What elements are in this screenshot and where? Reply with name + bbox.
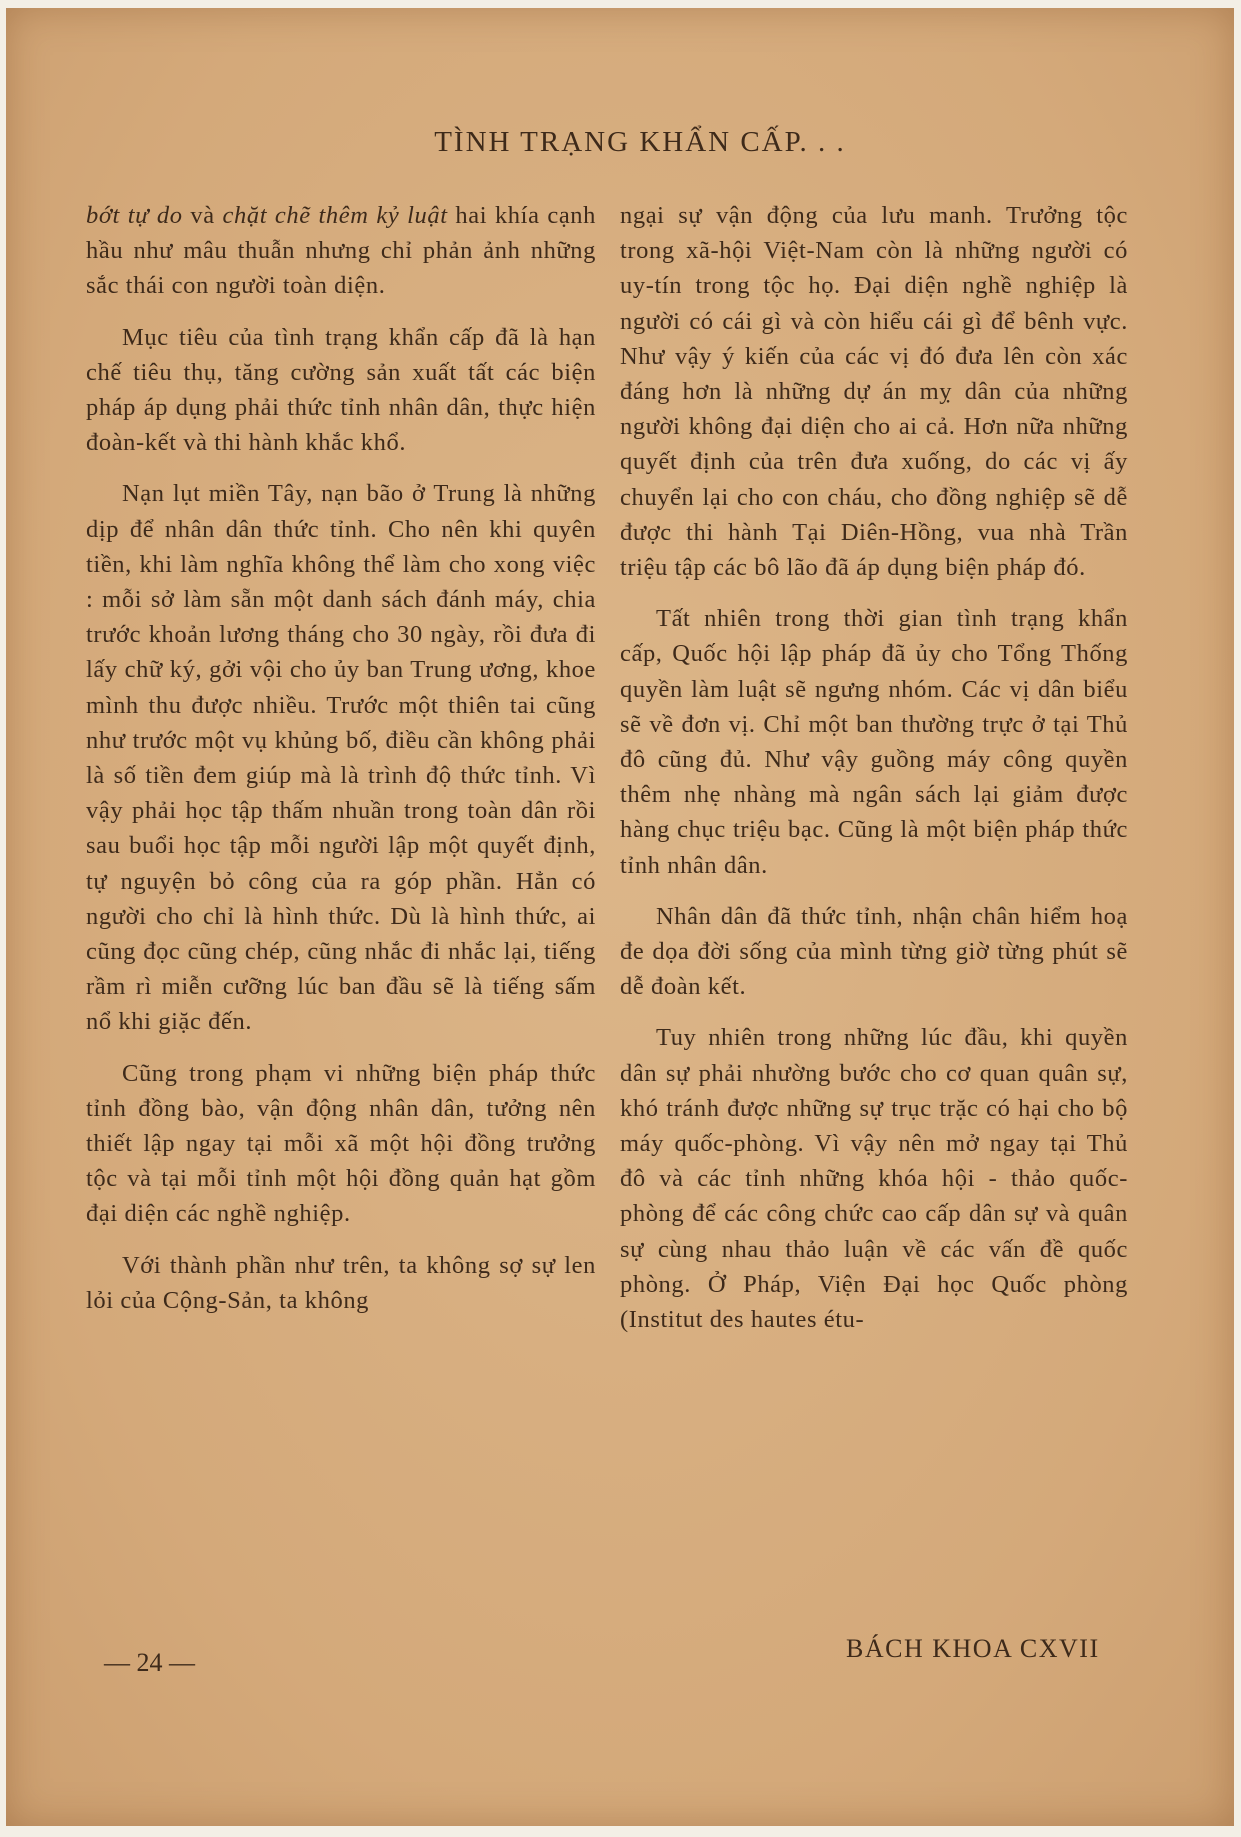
left-paragraph-1: [86, 198, 596, 304]
right-column: [620, 198, 1128, 1353]
text-span: và: [182, 202, 223, 229]
magazine-page: [6, 8, 1234, 1826]
left-paragraph-3: Nạn lụt miền Tây, nạn bão ở Trung là những dịp để nhân dân thức tỉnh. Cho nên khi quyên tiền, khi làm nghĩa không thể làm cho xong việc : mỗi sở làm sẵn một danh sách đánh máy, chia trước khoản lương tháng cho 30 ngày, rồi đưa đi lấy chữ ký, gởi vội cho ủy ban Trung ương, khoe mình thu được nhiều. Trước một thiên tai cũng như trước một vụ khủng bố, điều cần không phải là số tiền đem giúp mà là trình độ thức tỉnh. Vì vậy phải học tập thấm nhuần trong toàn dân rồi sau buổi học tập mỗi người lập một quyết định, tự nguyện bỏ công của ra góp phần. Hẳn có người cho chỉ là hình thức. Dù là hình thức, ai cũng đọc cũng chép, cũng nhắc đi nhắc lại, tiếng rầm rì miễn cưỡng lúc ban đầu sẽ là tiếng sấm nổ khi giặc đến.: [86, 480, 596, 1036]
right-paragraph-2: Tất nhiên trong thời gian tình trạng khẩn cấp, Quốc hội lập pháp đã ủy cho Tổng Thống quyền làm luật sẽ ngưng nhóm. Các vị dân biểu sẽ về đơn vị. Chỉ một ban thường trực ở tại Thủ đô cũng đủ. Như vậy guồng máy công quyền thêm nhẹ nhàng mà ngân sách lại giảm được hàng chục triệu bạc. Cũng là một biện pháp thức tỉnh nhân dân.: [620, 605, 1128, 879]
right-paragraph-4: Tuy nhiên trong những lúc đầu, khi quyền dân sự phải nhường bước cho cơ quan quân sự, khó tránh được những sự trục trặc có hại cho bộ máy quốc-phòng. Vì vậy nên mở ngay tại Thủ đô và các tỉnh những khóa hội - thảo quốc-phòng để các công chức cao cấp dân sự và quân sự cùng nhau thảo luận về các vấn đề quốc phòng. Ở Pháp, Viện Đại học Quốc phòng (Institut des hautes étu-: [620, 1024, 1128, 1334]
left-column: [86, 198, 596, 1334]
right-paragraph-3: Nhân dân đã thức tỉnh, nhận chân hiểm hoạ đe dọa đời sống của mình từng giờ từng phút sẽ dễ đoàn kết.: [620, 902, 1128, 1001]
text-span: hai khía cạnh hầu như mâu thuẫn nhưng chỉ phản ảnh những sắc thái con người toàn diện.: [86, 202, 596, 300]
page-header: TÌNH TRẠNG KHẨN CẤP. . .: [434, 126, 846, 158]
publication-name: BÁCH KHOA CXVII: [846, 1634, 1100, 1663]
left-paragraph-4: Cũng trong phạm vi những biện pháp thức tỉnh đồng bào, vận động nhân dân, tưởng nên thiết lập ngay tại mỗi xã một hội đồng trưởng tộc và tại mỗi tỉnh một hội đồng quản hạt gồm đại diện các nghề nghiệp.: [86, 1059, 596, 1228]
italic-phrase: bớt tự do: [86, 202, 183, 229]
left-paragraph-5: Với thành phần như trên, ta không sợ sự len lỏi của Cộng-Sản, ta không: [86, 1251, 596, 1314]
right-paragraph-1: ngại sự vận động của lưu manh. Trưởng tộc trong xã-hội Việt-Nam còn là những người có uy-tín trong tộc họ. Đại diện nghề nghiệp là người có cái gì và còn hiểu cái gì để bênh vực. Như vậy ý kiến của các vị đó đưa lên còn xác đáng hơn là những dự án mỵ dân của những người không đại diện cho ai cả. Hơn nữa những quyết định của trên đưa xuống, do các vị ấy chuyển lại cho con cháu, cho đồng nghiệp sẽ dễ được thi hành Tại Diên-Hồng, vua nhà Trần triệu tập các bô lão đã áp dụng biện pháp đó.: [620, 202, 1128, 582]
left-paragraph-2: Mục tiêu của tình trạng khẩn cấp đã là hạn chế tiêu thụ, tăng cường sản xuất tất các biện pháp áp dụng phải thức tỉnh nhân dân, thực hiện đoàn-kết và thi hành khắc khổ.: [86, 323, 596, 457]
page-number: — 24 —: [104, 1648, 195, 1677]
italic-phrase: chặt chẽ thêm kỷ luật: [222, 202, 448, 229]
